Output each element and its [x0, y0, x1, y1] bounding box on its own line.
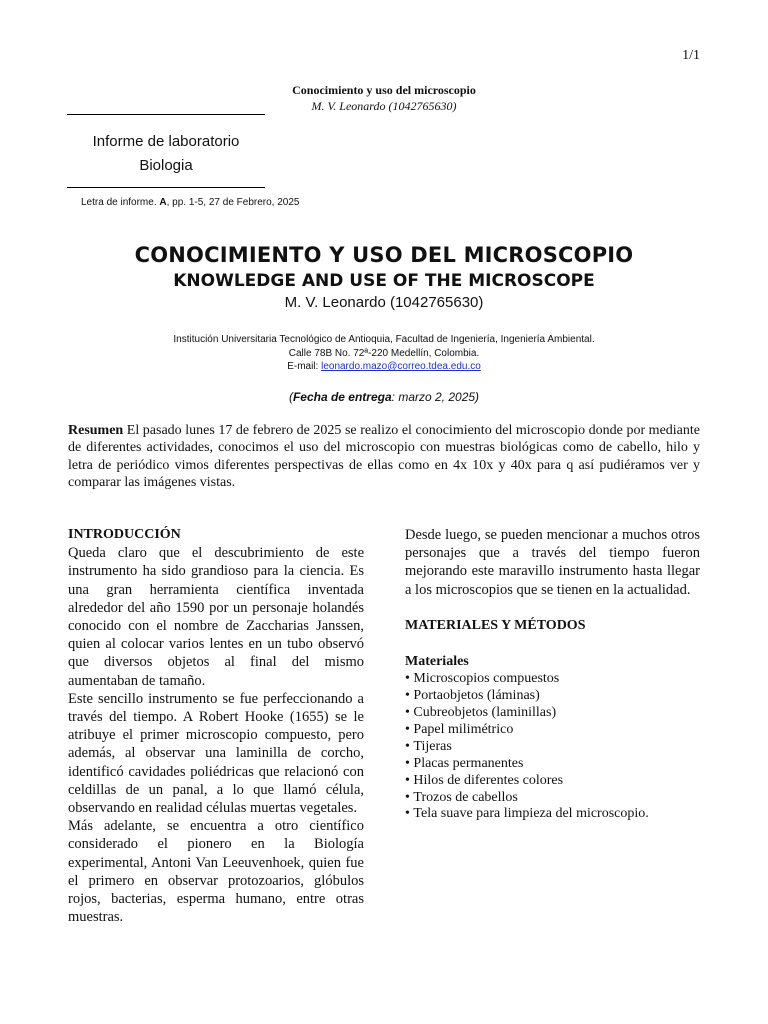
list-item: • Placas permanentes [405, 756, 700, 773]
list-item: • Tela suave para limpieza del microscopio. [405, 806, 700, 823]
list-item: • Portaobjetos (láminas) [405, 688, 700, 705]
delivery-date [0, 390, 768, 404]
delivery-label: Fecha de entrega [292, 390, 392, 404]
address-line: Calle 78B No. 72ª-220 Medellín, Colombia. [288, 347, 480, 359]
list-item: • Tijeras [405, 739, 700, 756]
list-item: • Microscopios compuestos [405, 671, 700, 688]
left-column [68, 526, 364, 926]
paper-title: CONOCIMIENTO Y USO DEL MICROSCOPIO [134, 243, 634, 267]
report-box-bottom-rule [67, 187, 265, 188]
citation-prefix: Letra de informe. [81, 197, 160, 208]
intro-paragraph-2: Este sencillo instrumento se fue perfeccionando a través del tiempo. A Robert Hooke (1655) se le atribuye el primer microscopio compuesto, pero además, al observar una laminilla de corcho, identificó cavidades poliédricas que relacionó con celdillas de un panal, a lo que llamó célula, observando en realidad células muertas vegetales. [68, 690, 364, 817]
running-head-author: M. V. Leonardo (1042765630) [311, 99, 457, 113]
email-label: E-mail: [287, 361, 322, 372]
institution-line: Institución Universitaria Tecnológico de Antioquia, Facultad de Ingeniería, Ingeniería Ambiental. [173, 334, 595, 345]
list-item: • Cubreobjetos (laminillas) [405, 705, 700, 722]
delivery-value: : marzo 2, 2025) [391, 390, 480, 404]
running-head [0, 82, 768, 114]
abstract-label: Resumen [68, 423, 124, 438]
email-link[interactable]: leonardo.mazo@correo.tdea.edu.co [321, 361, 481, 372]
methods-heading: MATERIALES Y MÉTODOS [405, 617, 586, 633]
citation-line [81, 197, 299, 208]
abstract [68, 422, 700, 492]
delivery-open-paren: ( [288, 390, 293, 404]
citation-volume: A [159, 197, 167, 208]
intro-heading: INTRODUCCIÓN [68, 527, 181, 542]
materials-heading: Materiales [405, 654, 469, 670]
author-line: M. V. Leonardo (1042765630) [284, 294, 484, 311]
list-item: • Trozos de cabellos [405, 790, 700, 807]
running-head-title: Conocimiento y uso del microscopio [292, 83, 476, 97]
materials-list [405, 671, 700, 823]
citation-rest: , pp. 1-5, 27 de Febrero, 2025 [166, 197, 300, 208]
page-number: 1/1 [682, 48, 700, 63]
report-box-top-rule [67, 114, 265, 115]
history-paragraph: Desde luego, se pueden mencionar a muchos otros personajes que a través del tiempo fueron mejorando este maravillo instrumento hasta llegar a los microscopios que se tienen en la actualidad. [405, 527, 700, 598]
list-item: • Papel milimétrico [405, 722, 700, 739]
report-type-label: Informe de laboratorio [92, 133, 240, 150]
affiliation-block [0, 333, 768, 374]
paper-subtitle: KNOWLEDGE AND USE OF THE MICROSCOPE [173, 271, 595, 291]
abstract-text: El pasado lunes 17 de febrero de 2025 se realizo el conocimiento del microscopio donde por mediante de diferentes actividades, conocimos el uso del microscopio con muestras biológicas como de cabello, hilo y letra de periódico vimos diferentes perspectivas de ellas como en 4x 10x y 40x para q así pudiéramos ver y comparar las imágenes vistas. [68, 423, 700, 491]
report-type-box [67, 130, 265, 178]
list-item: • Hilos de diferentes colores [405, 773, 700, 790]
right-column [405, 526, 700, 823]
email-line [0, 360, 768, 374]
intro-paragraph-3: Más adelante, se encuentra a otro científico considerado el pionero en la Biología experimental, Antoni Van Leeuvenhoek, quien fue el primero en observar protozoarios, glóbulos rojos, bacterias, esperma humano, entre otras muestras. [68, 818, 364, 926]
intro-paragraph-1: Queda claro que el descubrimiento de este instrumento ha sido grandioso para la ciencia. Es una gran herramienta científica inventada alrededor del año 1590 por un personaje holandés conocido con el nombre de Zaccharias Janssen, quien al colocar varios lentes en un tubo observó que diversos objetos al final del mismo aumentaban de tamaño. [68, 545, 364, 689]
report-subject-label: Biologia [139, 157, 193, 174]
